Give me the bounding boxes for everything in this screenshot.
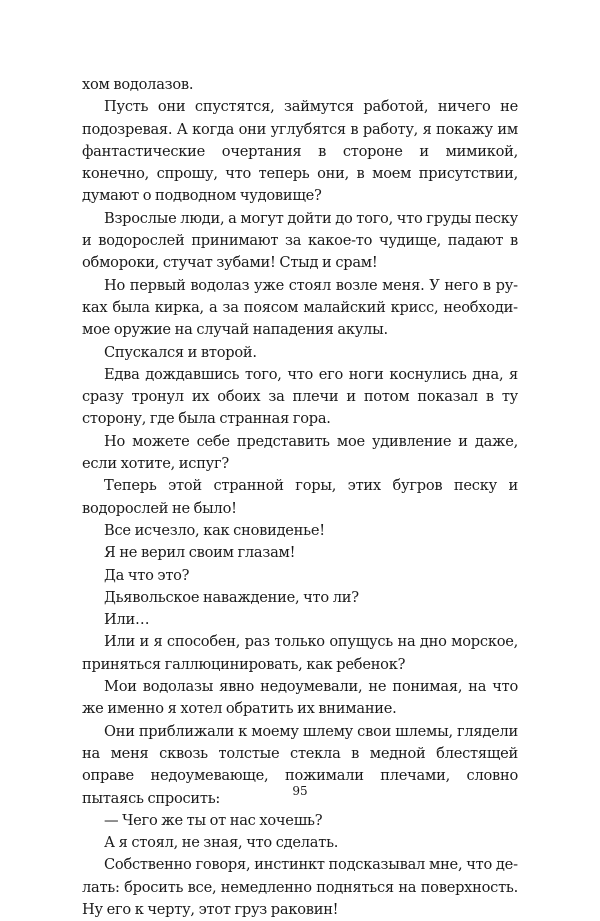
paragraph-12: Дьявольское наваждение, что ли? bbox=[104, 588, 359, 606]
paragraph-15: Мои водолазы явно недоумевали, не понимая, на что же именно я хотел обратить их внимание. bbox=[82, 678, 518, 718]
paragraph-17: — Чего же ты от нас хочешь? bbox=[104, 811, 323, 829]
paragraph-10: Я не верил своим глазам! bbox=[104, 544, 296, 562]
paragraph-18: А я стоял, не зная, что сделать. bbox=[104, 834, 339, 852]
paragraph-2: Пусть они спустятся, займутся работой, ничего не подозревая. А когда они углубятся в работу, я покажу им фантастические очертания в стороне и мимикой, конечно, спрошу, что теперь они, в моем присутствии, думают о подводном чудовище? bbox=[82, 98, 518, 205]
paragraph-4: Но первый водолаз уже стоял возле меня. У него в руках была кирка, а за поясом малайский крисс, необходимое оружие на случай нападения акулы. bbox=[82, 276, 518, 339]
paragraph-16: Они приближали к моему шлему свои шлемы, глядели на меня сквозь толстые стекла в медной блестящей оправе недоумевающе, пожимали плечами, словно пытаясь спросить: bbox=[82, 722, 518, 807]
paragraph-7: Но можете себе представить мое удивление и даже, если хотите, испуг? bbox=[82, 432, 518, 473]
paragraph-1: хом водолазов. bbox=[82, 76, 194, 93]
paragraph-8: Теперь этой странной горы, этих бугров песку и водорослей не было! bbox=[82, 477, 518, 517]
paragraph-14: Или и я способен, раз только опущусь на дно морское, приняться галлюцинировать, как ребенок? bbox=[82, 633, 518, 673]
paragraph-11: Да что это? bbox=[104, 566, 190, 584]
paragraph-6: Едва дождавшись того, что его ноги коснулись дна, я сразу тронул их обоих за плечи и потом показал в ту сторону, где была странная гора. bbox=[82, 365, 518, 428]
page-number: 95 bbox=[292, 784, 308, 798]
paragraph-13: Или… bbox=[104, 611, 150, 629]
paragraph-5: Спускался и второй. bbox=[104, 343, 257, 361]
paragraph-19: Собственно говоря, инстинкт подсказывал мне, что делать: бросить все, немедленно подняться на поверхность. Ну его к черту, этот груз раковин! bbox=[82, 856, 518, 918]
paragraph-9: Все исчезло, как сновиденье! bbox=[104, 521, 325, 539]
paragraph-3: Взрослые люди, а могут дойти до того, что груды песку и водорослей принимают за какое-то чудище, падают в обмороки, стучат зубами! Стыд и срам! bbox=[82, 209, 519, 272]
